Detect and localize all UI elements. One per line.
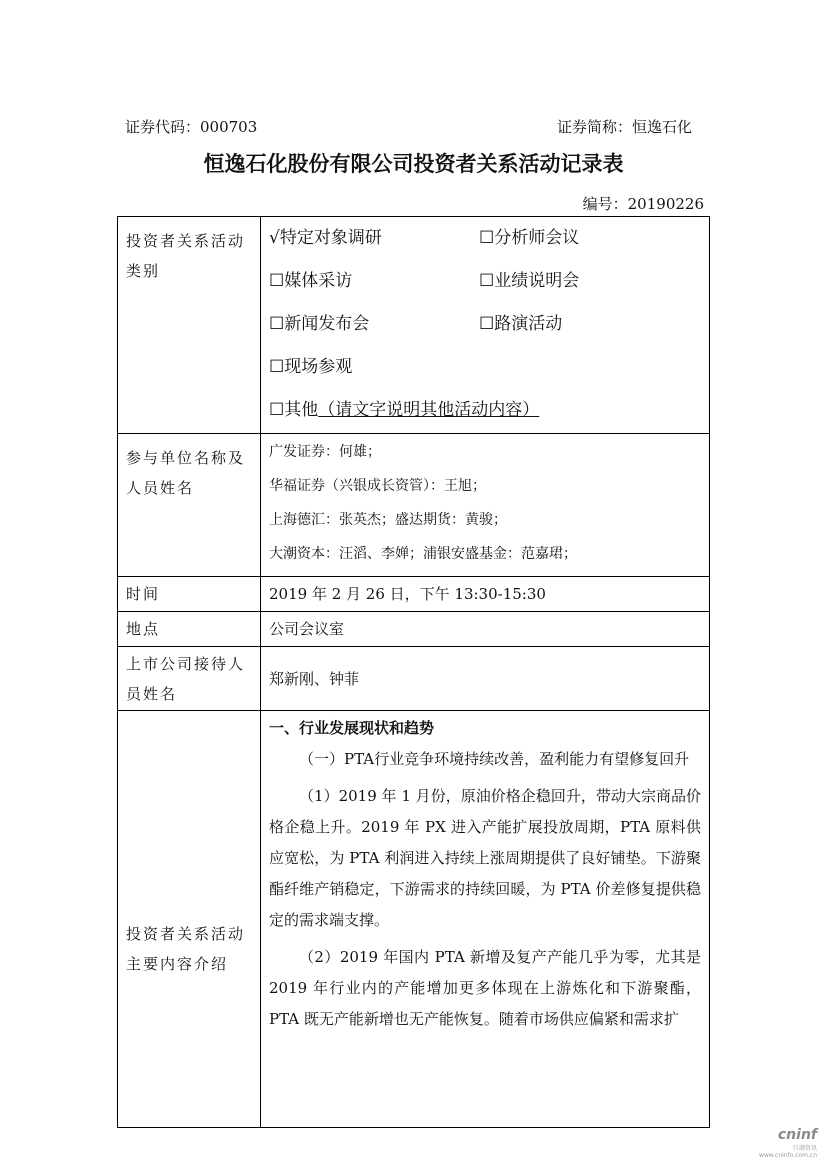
stock-short-name: 证券简称：恒逸石化 <box>556 118 692 136</box>
content-label: 投资者关系活动主要内容介绍 <box>118 711 261 1128</box>
option-other-note: （请文字说明其他活动内容） <box>318 400 540 420</box>
option-media-interview: ☐媒体采访 <box>269 271 353 291</box>
option-press-conference: ☐新闻发布会 <box>269 314 370 334</box>
participant-line: 广发证券：何雄； <box>269 444 381 460</box>
logo-brand: cninf <box>777 1127 817 1143</box>
content-body <box>261 711 710 1128</box>
row-activity-type <box>118 217 710 434</box>
paragraph: （2）2019 年国内 PTA 新增及复产产能几乎为零，尤其是 2019 年行业内的产能增加更多体现在上游炼化和下游聚酯，PTA 既无产能新增也无产能恢复。随着市场供应偏紧和需求扩 <box>269 948 701 1028</box>
option-earnings-briefing: ☐业绩说明会 <box>479 271 580 291</box>
subsection-title: （一）PTA行业竞争环境持续改善，盈利能力有望修复回升 <box>299 750 690 768</box>
option-row <box>269 346 701 389</box>
option-row <box>269 389 701 432</box>
record-number: 编号：20190226 <box>582 195 704 213</box>
participant-line: 大潮资本：汪滔、李婵；浦银安盛基金：范嘉珺； <box>269 546 577 562</box>
row-location <box>118 612 710 647</box>
section-heading: 一、行业发展现状和趋势 <box>269 719 435 737</box>
row-time <box>118 577 710 612</box>
cninfo-logo <box>747 1127 817 1159</box>
time-value: 2019 年 2 月 26 日，下午 13:30-15:30 <box>261 577 710 612</box>
paragraph: （1）2019 年 1 月份，原油价格企稳回升，带动大宗商品价格企稳上升。2019 年 PX 进入产能扩展投放周期，PTA 原料供应宽松，为 PTA 利润进入持续上涨周期提供了良好铺垫。下游聚酯纤维产销稳定，下游需求的持续回暖，为 PTA 价差修复提供稳定的需求端支撑。 <box>269 787 701 929</box>
option-row <box>269 217 701 260</box>
record-table <box>117 216 710 1128</box>
participant-line: 华福证券（兴银成长资管）：王旭； <box>269 478 486 494</box>
logo-cn: 巨潮资讯 <box>792 1145 817 1152</box>
option-row <box>269 260 701 303</box>
page-title: 恒逸石化股份有限公司投资者关系活动记录表 <box>203 152 624 176</box>
activity-type-label: 投资者关系活动类别 <box>118 217 261 434</box>
row-reception <box>118 647 710 711</box>
option-row <box>269 303 701 346</box>
row-participants <box>118 434 710 577</box>
option-roadshow: ☐路演活动 <box>479 314 563 334</box>
participant-line: 上海德汇：张英杰；盛达期货：黄骏； <box>269 512 507 528</box>
option-other: ☐其他 <box>269 400 319 420</box>
option-analyst-meeting: ☐分析师会议 <box>479 228 580 248</box>
location-value: 公司会议室 <box>261 612 710 647</box>
time-label: 时间 <box>118 577 261 612</box>
row-content <box>118 711 710 1128</box>
location-label: 地点 <box>118 612 261 647</box>
activity-type-options <box>261 217 710 434</box>
reception-value: 郑新刚、钟菲 <box>261 647 710 711</box>
option-site-visit-research: √特定对象调研 <box>269 228 382 248</box>
participants-list <box>261 434 710 577</box>
option-onsite-visit: ☐现场参观 <box>269 357 353 377</box>
logo-url: www.cninfo.com.cn <box>758 1152 817 1159</box>
participants-label: 参与单位名称及人员姓名 <box>118 434 261 577</box>
reception-label: 上市公司接待人员姓名 <box>118 647 261 711</box>
stock-code: 证券代码：000703 <box>125 118 258 136</box>
